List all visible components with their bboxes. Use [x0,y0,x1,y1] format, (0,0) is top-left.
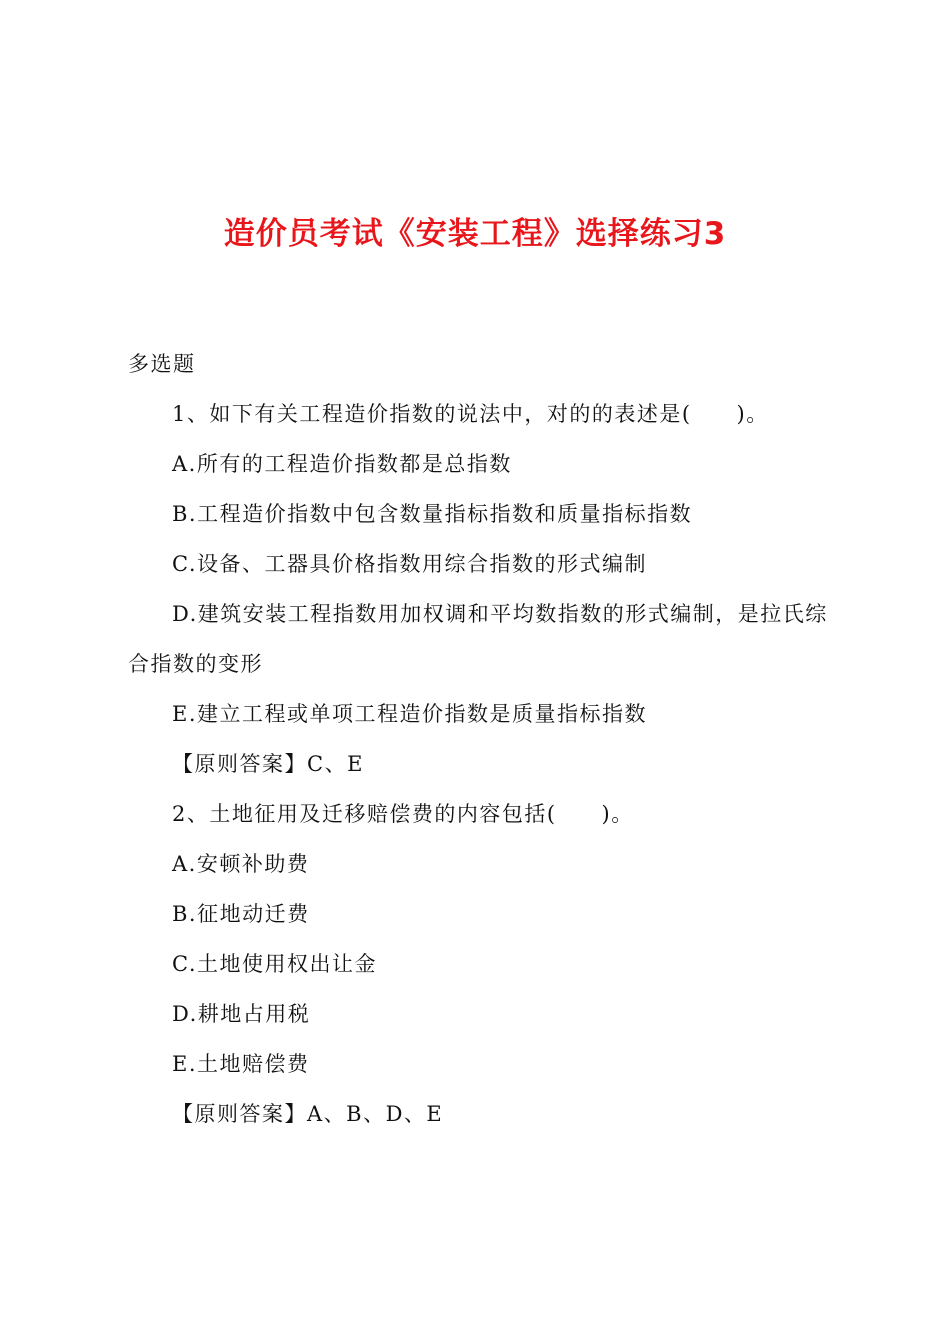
question-2-answer: 【原则答案】A、B、D、E [172,1102,444,1126]
question-1-option-b: B.工程造价指数中包含数量指标指数和质量指标指数 [172,502,693,526]
document-title: 造价员考试《安装工程》选择练习3 [223,216,727,252]
question-2-option-a: A.安顿补助费 [172,852,310,876]
question-2-option-d: D.耕地占用税 [172,1002,311,1026]
question-2-option-e: E.土地赔偿费 [172,1052,310,1076]
question-1-option-a: A.所有的工程造价指数都是总指数 [172,452,512,476]
question-1-option-e: E.建立工程或单项工程造价指数是质量指标指数 [172,702,648,726]
question-1-option-c: C.设备、工器具价格指数用综合指数的形式编制 [172,552,647,576]
question-2-option-b: B.征地动迁费 [172,902,310,926]
question-2-stem: 2、土地征用及迁移赔偿费的内容包括( )。 [172,802,634,826]
question-1-option-d: D.建筑安装工程指数用加权调和平均数指数的形式编制，是拉氏综合指数的变形 [128,602,828,676]
question-2-option-c: C.土地使用权出让金 [172,952,377,976]
question-1-stem: 1、如下有关工程造价指数的说法中，对的的表述是( )。 [172,402,769,426]
question-1-answer: 【原则答案】C、E [172,752,364,776]
section-label: 多选题 [128,352,196,376]
